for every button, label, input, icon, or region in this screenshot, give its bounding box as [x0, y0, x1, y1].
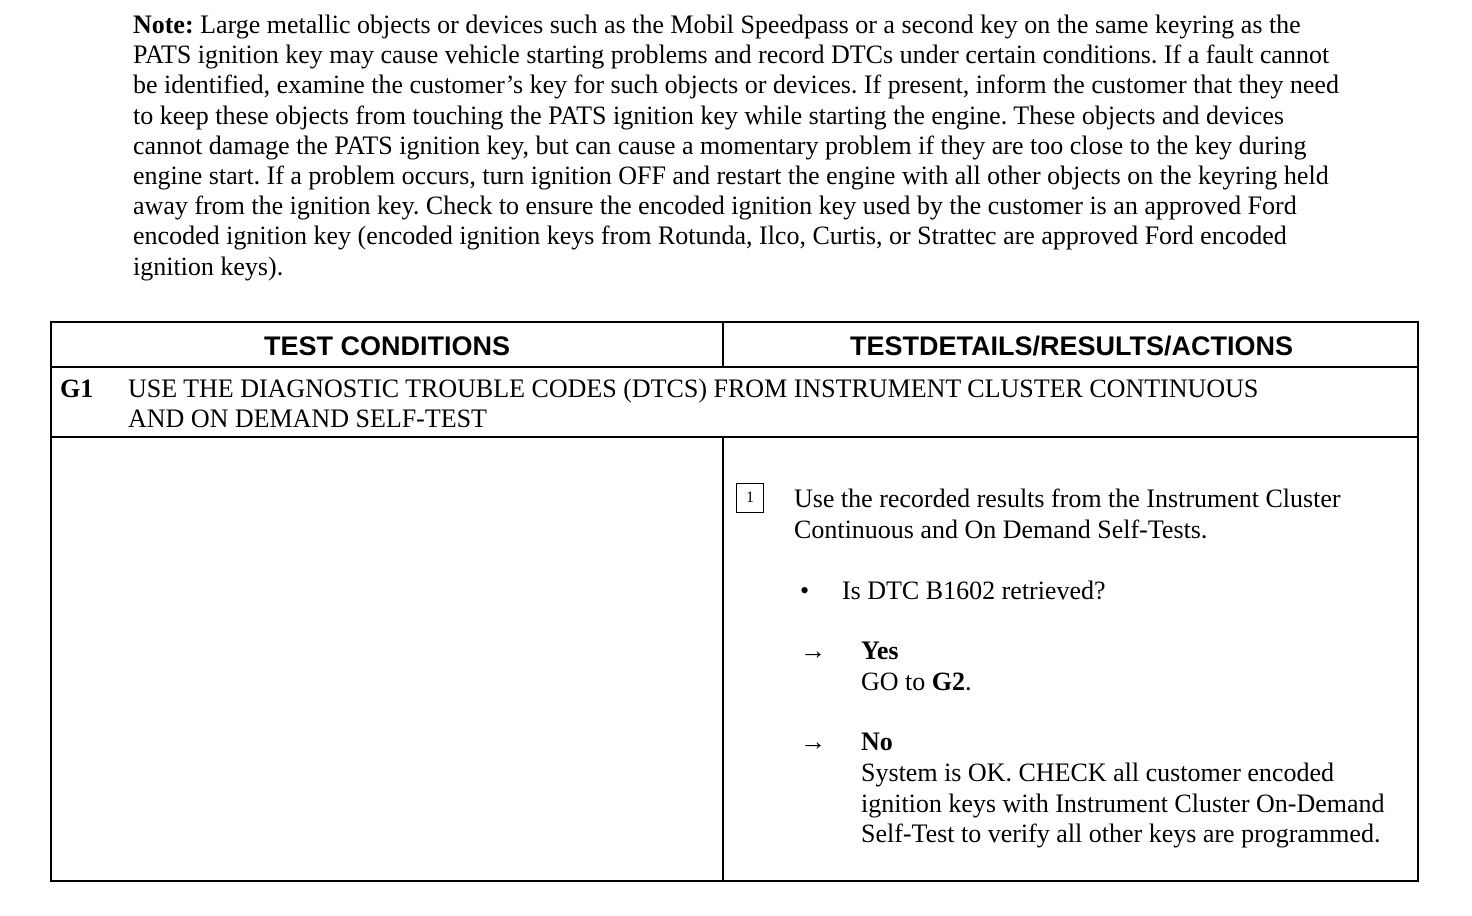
header-test-conditions: TEST CONDITIONS: [52, 323, 724, 366]
diagnostic-test-table: [50, 321, 1419, 882]
no-action: System is OK. CHECK all customer encoded ignition keys with Instrument Cluster On-Demand Self-Test to verify all other keys are programmed.: [861, 758, 1385, 848]
no-label: No: [861, 727, 893, 756]
step-number-box: 1: [736, 483, 764, 513]
step-title-row: [52, 368, 1417, 438]
note-label: Note:: [133, 10, 194, 39]
yes-action-target: G2: [931, 667, 966, 696]
note-text: Large metallic objects or devices such as the Mobil Speedpass or a second key on the same keyring as the PATS ignition key may cause vehicle starting problems and record DTCs under certain conditions. If a fault cannot be identified, examine the customer’s key for such objects or devices. If present, inform the customer that they need to keep these objects from touching the PATS ignition key while starting the engine. These objects and devices cannot damage the PATS ignition key, but can cause a momentary problem if they are too close to the key during engine start. If a problem occurs, turn ignition OFF and restart the engine with all other objects on the keyring held away from the ignition key. Check to ensure the encoded ignition key used by the customer is an approved Ford encoded ignition key (encoded ignition keys from Rotunda, Ilco, Curtis, or Strattec are approved Ford encoded ignition keys).: [133, 10, 1339, 281]
arrow-right-icon: →: [800, 727, 826, 756]
step-id: G1: [60, 374, 94, 403]
note-paragraph: [133, 10, 1348, 282]
yes-action-suffix: .: [965, 667, 972, 696]
test-details-cell: [724, 438, 1419, 880]
yes-action-prefix: GO to: [861, 667, 932, 696]
arrow-right-icon: →: [800, 636, 826, 665]
test-conditions-cell: [52, 438, 724, 880]
bullet-icon: •: [800, 576, 810, 605]
instruction-text: Use the recorded results from the Instrument Cluster Continuous and On Demand Self-Tests.: [794, 484, 1341, 544]
header-test-details: TESTDETAILS/RESULTS/ACTIONS: [849, 331, 1293, 361]
yes-action: [861, 667, 1416, 698]
table-header-row: [52, 323, 1417, 368]
question-text: Is DTC B1602 retrieved?: [842, 576, 1106, 605]
step-title: USE THE DIAGNOSTIC TROUBLE CODES (DTCS) FROM INSTRUMENT CLUSTER CONTINUOUS AND ON DEMAND SELF-TEST: [128, 374, 1259, 433]
yes-label: Yes: [861, 636, 899, 665]
